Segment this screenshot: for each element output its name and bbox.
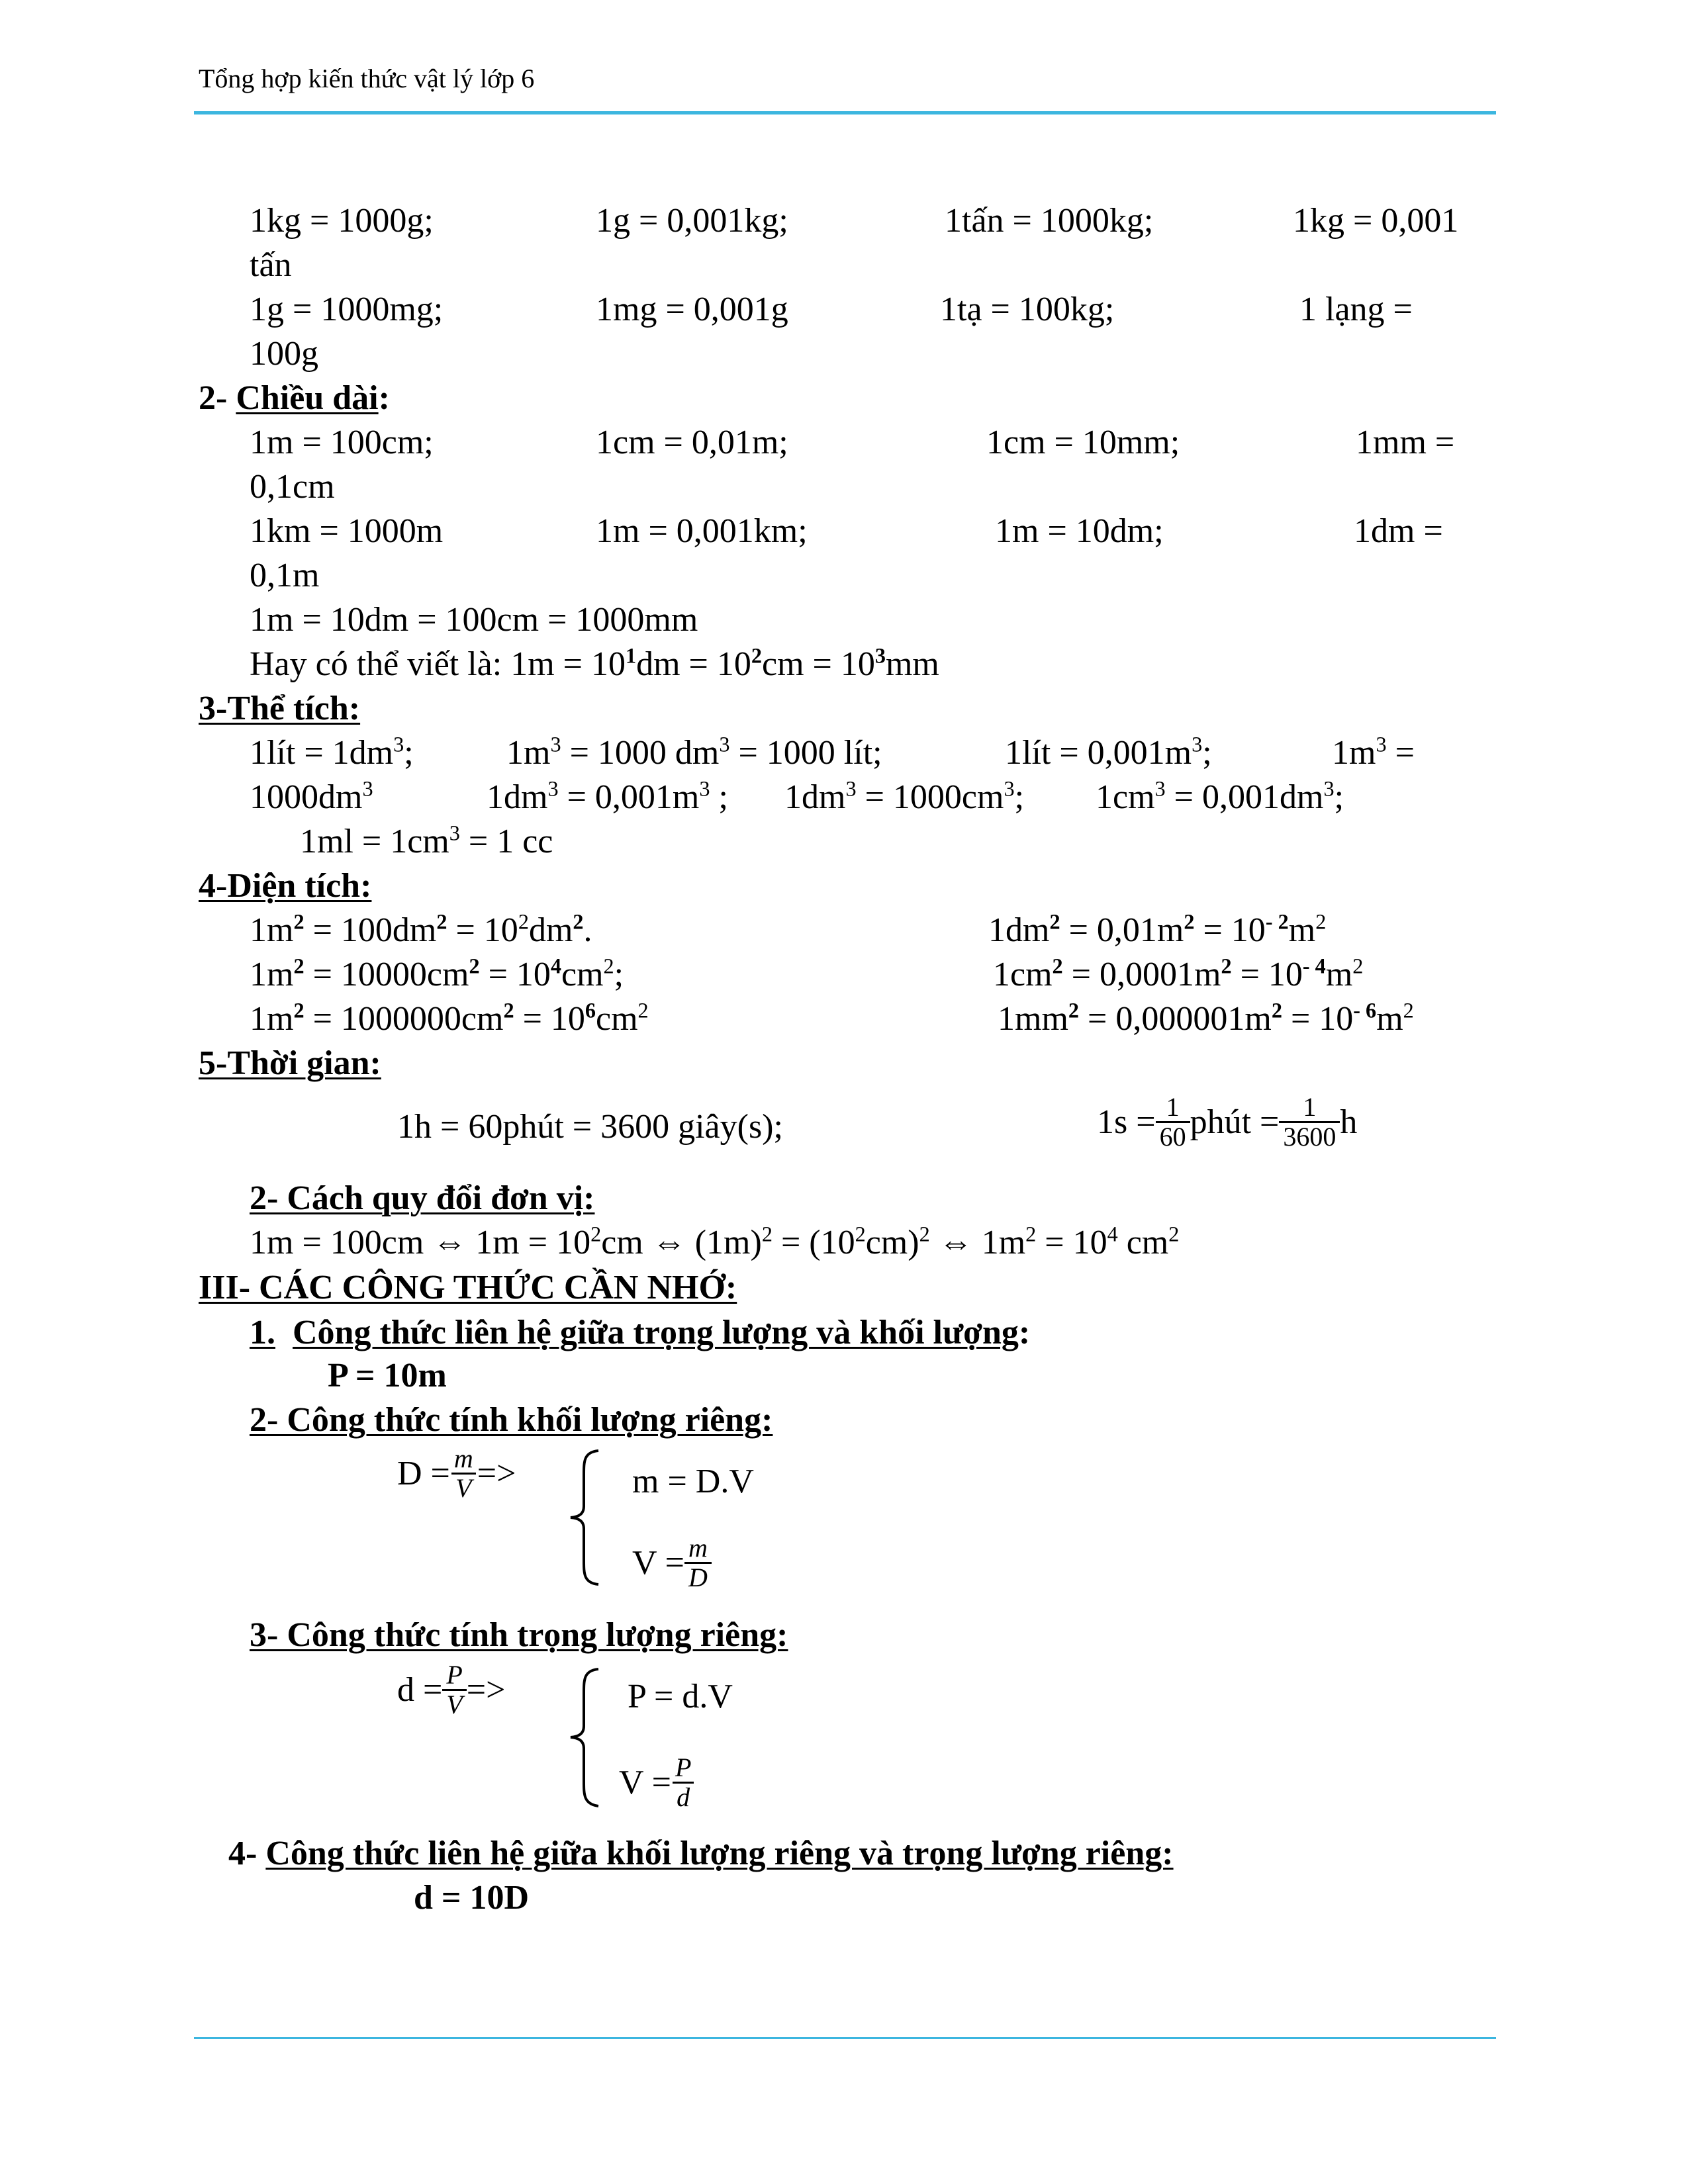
volume-r1-c3: 1lít = $0,001m^3$; xyxy=(1005,732,1212,772)
volume-r3: $1ml = 1cm^3 = 1$ cc xyxy=(300,821,553,860)
formulas-heading: III- CÁC CÔNG THỨC CẦN NHỚ: xyxy=(199,1269,737,1306)
formula3-title: 3- Công thức tính trọng lượng riêng: xyxy=(250,1616,788,1654)
length-r1-wrap: 0,1cm xyxy=(250,468,335,506)
convert-heading: 2- Cách quy đổi đơn vị: xyxy=(250,1179,595,1217)
mass-r1-wrap: tấn xyxy=(250,246,292,284)
formula3-sys1: P = d.V xyxy=(628,1678,733,1715)
mass-r2-c2: 1mg = 0,001g xyxy=(596,291,788,328)
mass-r1-c2: 1g = 0,001kg; xyxy=(596,202,788,240)
time-seconds: 1s = $\frac{1}{60}$ phút = $\frac{1}{3600}$ h xyxy=(1097,1092,1358,1152)
footer-rule xyxy=(194,2037,1496,2039)
time-hours: 1h = 60phút = 3600 giây(s); xyxy=(397,1108,783,1146)
formula2-sys2: V = $\frac{m}{D}$ xyxy=(632,1534,712,1592)
volume-r2-c3: $1dm^3 = 1000cm^3$; xyxy=(784,776,1025,816)
formula1-eq: P = 10m xyxy=(328,1357,447,1394)
length-r1-c4: 1mm = xyxy=(1356,424,1455,461)
mass-r1-c1: 1kg = 1000g; xyxy=(250,202,434,240)
volume-r1-c4: $1m^3$ = xyxy=(1332,732,1415,772)
convert-line: 1m = 100cm ⇔ $1m = 10^2cm$ ⇔ $(1m)^2 = (10^2cm)^2$ ⇔ $1m^2 = 10^4$ $cm^2$ xyxy=(250,1222,1180,1261)
formula1-title: 1. Công thức liên hệ giữa trọng lượng và khối lượng: xyxy=(250,1314,1031,1351)
mass-r1-c3: 1tấn = 1000kg; xyxy=(945,202,1154,240)
mass-r2-c1: 1g = 1000mg; xyxy=(250,291,444,328)
fraction-m-over-D: $\frac{m}{D}$ xyxy=(684,1534,712,1592)
area-r1-right: $1dm^2 = 0,01m^2 = 10^{- 2}m^2$ xyxy=(988,909,1327,949)
header-rule xyxy=(194,111,1496,114)
formula3-sys2: V = $\frac{P}{d}$ xyxy=(619,1754,695,1811)
formula2-title: 2- Công thức tính khối lượng riêng: xyxy=(250,1401,773,1439)
formula4-eq: d = 10D xyxy=(414,1879,530,1917)
formula2-sys1: m = D.V xyxy=(632,1463,754,1500)
volume-r1-c2: $1m^3 = 1000$ $dm^3 = 1000$ lít; xyxy=(506,732,882,772)
formula4-title: 4- Công thức liên hệ giữa khối lượng riêng và trọng lượng riêng: xyxy=(228,1835,1174,1872)
length-r2-c1: 1km = 1000m xyxy=(250,512,444,550)
length-r2-wrap: 0,1m xyxy=(250,557,320,594)
time-heading: 5-Thời gian: xyxy=(199,1044,381,1082)
area-r1-left: $1m^2 = 100dm^2 = 10^2dm^2$. xyxy=(250,909,592,949)
mass-r1-c4: 1kg = 0,001 xyxy=(1293,202,1459,240)
volume-heading: 3-Thể tích: xyxy=(199,690,361,727)
area-r3-left: $1m^2 = 1000000cm^2 = 10^6cm^2$ xyxy=(250,998,649,1038)
length-r2-c4: 1dm = xyxy=(1354,512,1443,550)
fraction-1-3600: $\frac{1}{3600}$ xyxy=(1279,1093,1340,1151)
length-r1-c1: 1m = 100cm; xyxy=(250,424,434,461)
volume-r1-c1: 1lít = $1dm^3$; xyxy=(250,732,414,772)
area-r2-left: $1m^2 = 10000cm^2 = 10^4cm^2$; xyxy=(250,954,624,993)
mass-r2-c4: 1 lạng = xyxy=(1299,291,1413,328)
area-r2-right: $1cm^2 = 0,0001m^2 = 10^{- 4}m^2$ xyxy=(993,954,1364,993)
length-r2-c3: 1m = 10dm; xyxy=(995,512,1164,550)
volume-r2-c1: $1000dm^3$ xyxy=(250,776,373,816)
volume-r2-c2: $1dm^3 = 0,001m^3$ ; xyxy=(487,776,728,816)
length-r2-c2: 1m = 0,001km; xyxy=(596,512,808,550)
formula2-lhs: D = $\frac{m}{V}$ => xyxy=(397,1443,516,1503)
fraction-1-60: $\frac{1}{60}$ xyxy=(1156,1093,1190,1151)
length-heading: 2- Chiều dài: xyxy=(199,379,390,417)
fraction-P-over-d: $\frac{P}{d}$ xyxy=(671,1754,695,1811)
length-chain: 1m = 10dm = 100cm = 1000mm xyxy=(250,601,698,639)
page-header-title: Tổng hợp kiến thức vật lý lớp 6 xyxy=(199,64,535,93)
area-heading: 4-Diện tích: xyxy=(199,867,372,905)
fraction-m-over-V: $\frac{m}{V}$ xyxy=(450,1445,477,1502)
brace-icon xyxy=(564,1666,604,1809)
volume-r2-c4: $1cm^3 = 0,001dm^3$; xyxy=(1096,776,1344,816)
formula3-lhs: d = $\frac{P}{V}$ => xyxy=(397,1660,506,1719)
mass-r2-c3: 1tạ = 100kg; xyxy=(940,291,1115,328)
area-r3-right: $1mm^2 = 0,000001m^2 = 10^{- 6}m^2$ xyxy=(998,998,1414,1038)
mass-r2-wrap: 100g xyxy=(250,335,318,373)
fraction-P-over-V: $\frac{P}{V}$ xyxy=(442,1661,466,1719)
brace-icon xyxy=(564,1448,604,1587)
length-r1-c3: 1cm = 10mm; xyxy=(986,424,1180,461)
length-alt: Hay có thể viết là: $1m = 10^1dm = 10^2cm = 10^3mm$ xyxy=(250,643,939,683)
length-r1-c2: 1cm = 0,01m; xyxy=(596,424,788,461)
